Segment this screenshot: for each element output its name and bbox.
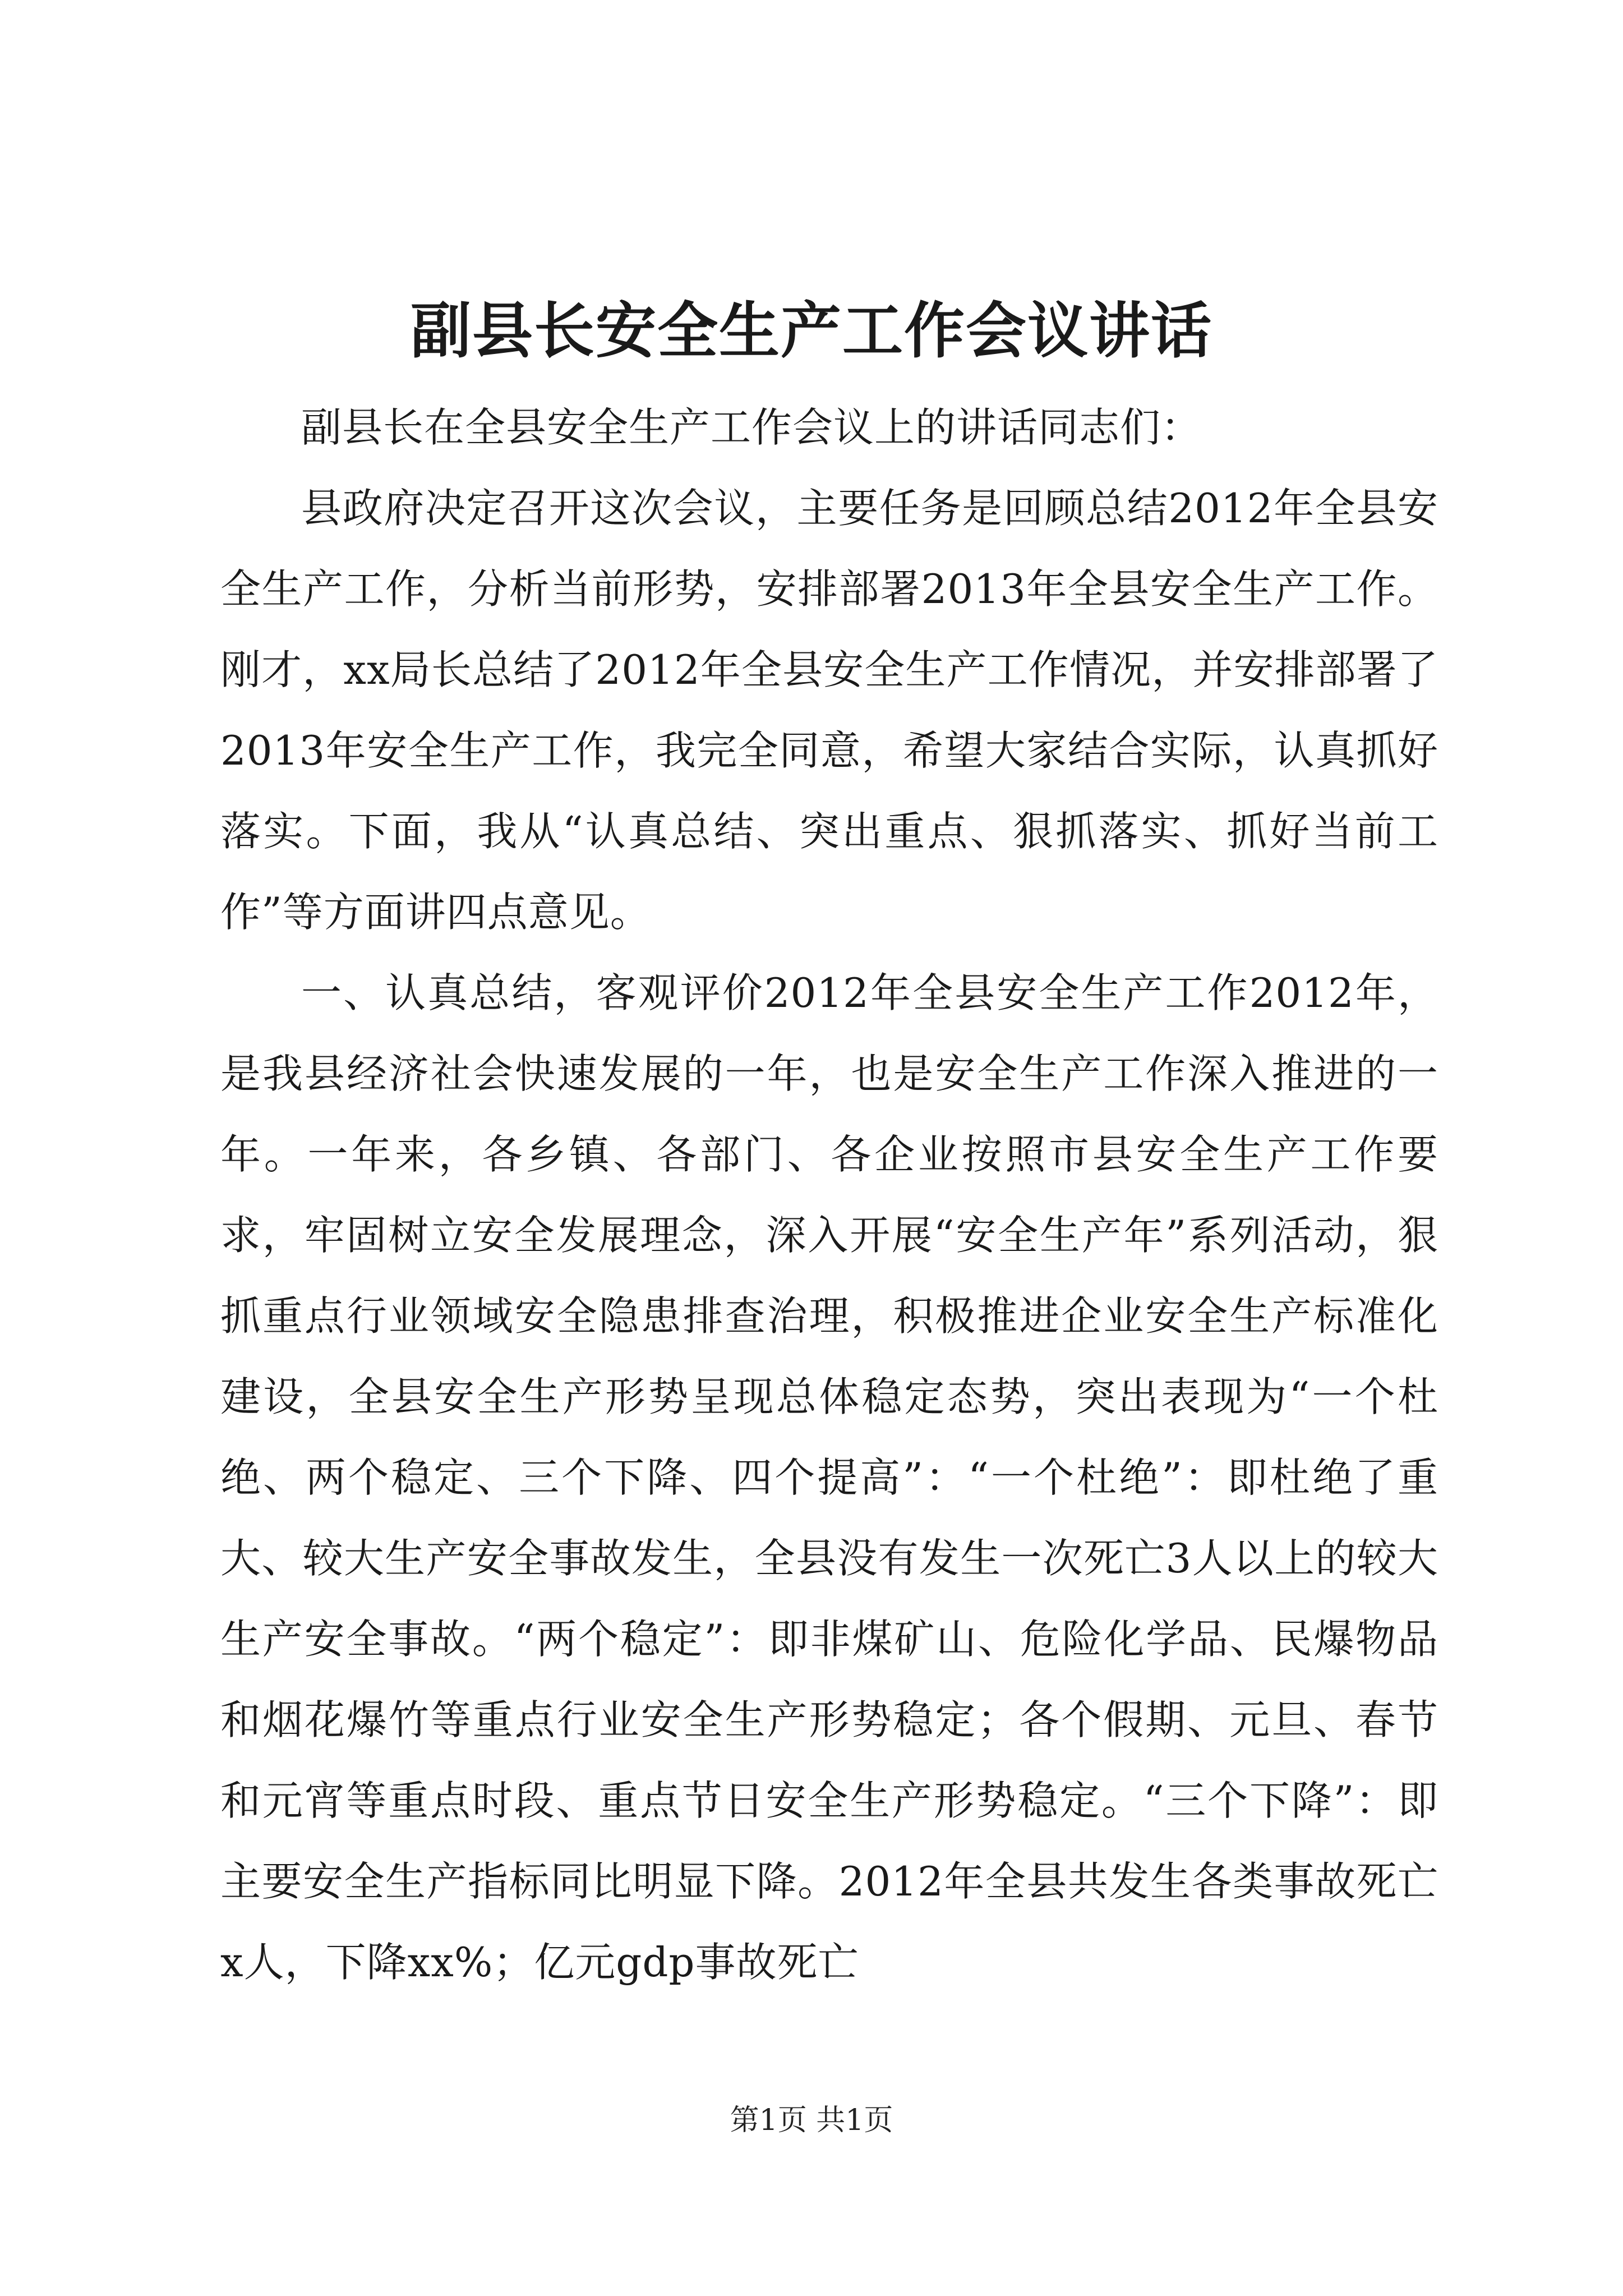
document-body bbox=[220, 387, 1438, 2003]
paragraph-intro: 县政府决定召开这次会议，主要任务是回顾总结2012年全县安全生产工作，分析当前形势，安排部署2013年全县安全生产工作。刚才，xx局长总结了2012年全县安全生产工作情况，并安排部署了2013年安全生产工作，我完全同意，希望大家结合实际，认真抓好落实。下面，我从“认真总结、突出重点、狠抓落实、抓好当前工作”等方面讲四点意见。 bbox=[220, 485, 1438, 936]
page-footer: 第1页 共1页 bbox=[730, 2104, 893, 2137]
paragraph-greeting: 副县长在全县安全生产工作会议上的讲话同志们： bbox=[301, 404, 1202, 451]
paragraph-section-one: 一、认真总结，客观评价2012年全县安全生产工作2012年，是我县经济社会快速发展的一年，也是安全生产工作深入推进的一年。一年来，各乡镇、各部门、各企业按照市县安全生产工作要求，牢固树立安全发展理念，深入开展“安全生产年”系列活动，狠抓重点行业领域安全隐患排查治理，积极推进企业安全生产标准化建设，全县安全生产形势呈现总体稳定态势，突出表现为“一个杜绝、两个稳定、三个下降、四个提高”：“一个杜绝”：即杜绝了重大、较大生产安全事故发生，全县没有发生一次死亡3人以上的较大生产安全事故。“两个稳定”：即非煤矿山、危险化学品、民爆物品和烟花爆竹等重点行业安全生产形势稳定；各个假期、元旦、春节和元宵等重点时段、重点节日安全生产形势稳定。“三个下降”：即主要安全生产指标同比明显下降。2012年全县共发生各类事故死亡x人，下降xx%；亿元gdp事故死亡 bbox=[220, 969, 1438, 1986]
page-title: 副县长安全生产工作会议讲话 bbox=[410, 296, 1212, 366]
